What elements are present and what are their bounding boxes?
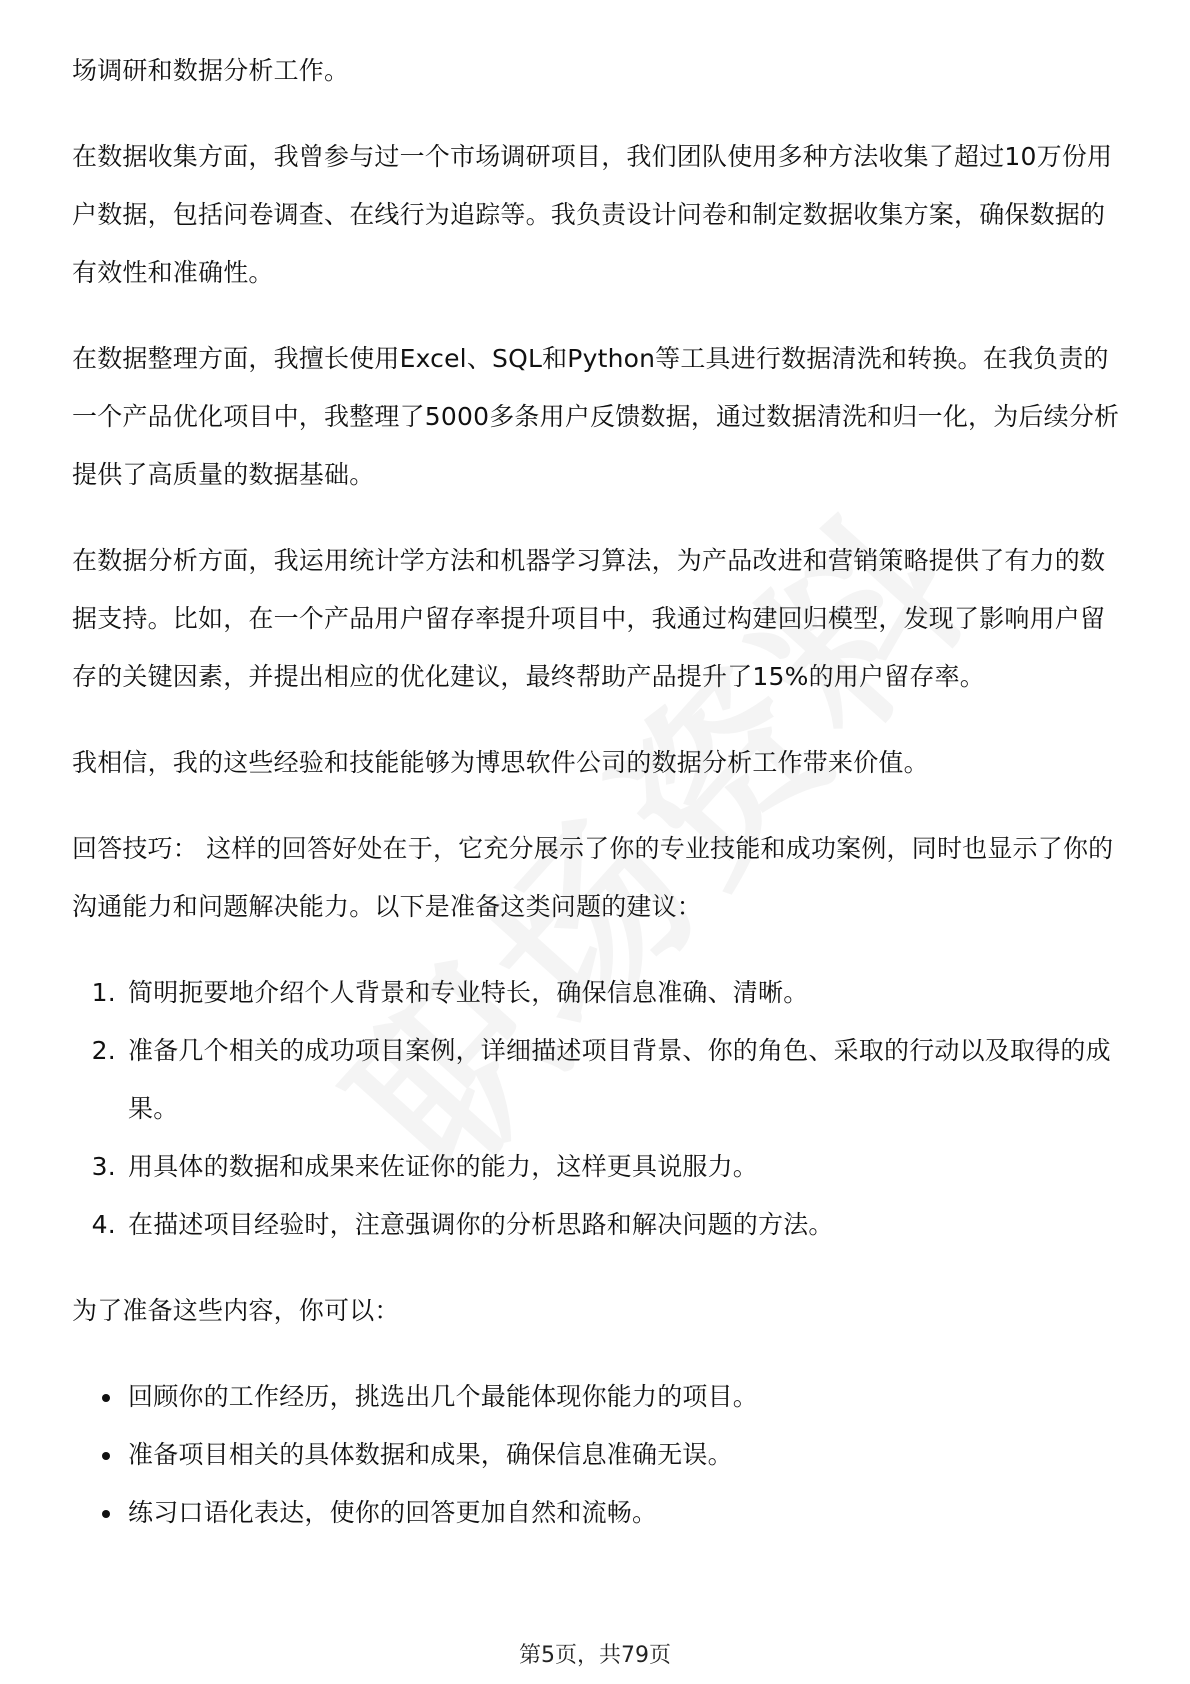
page-number: 第5页，共79页 — [519, 1643, 671, 1668]
list-item: 3. 用具体的数据和成果来佐证你的能力，这样更具说服力。 — [124, 1138, 1122, 1196]
list-item: 1. 简明扼要地介绍个人背景和专业特长，确保信息准确、清晰。 — [124, 964, 1122, 1022]
paragraph-conclusion: 我相信，我的这些经验和技能能够为博思软件公司的数据分析工作带来价值。 — [72, 748, 929, 777]
paragraph-data-analysis: 在数据分析方面，我运用统计学方法和机器学习算法，为产品改进和营销策略提供了有力的数据支持。比如，在一个产品用户留存率提升项目中，我通过构建回归模型，发现了影响用户留存的关键因素，并提出相应的优化建议，最终帮助产品提升了15%的用户留存率。 — [72, 546, 1106, 691]
paragraph-intro-continuation: 场调研和数据分析工作。 — [72, 56, 350, 85]
list-item: • 练习口语化表达，使你的回答更加自然和流畅。 — [124, 1484, 1122, 1542]
list-item: • 回顾你的工作经历，挑选出几个最能体现你能力的项目。 — [124, 1368, 1122, 1426]
paragraph-preparation: 为了准备这些内容，你可以： — [72, 1296, 400, 1325]
suggestion-list — [72, 964, 1122, 1254]
list-item: 2. 准备几个相关的成功项目案例，详细描述项目背景、你的角色、采取的行动以及取得的成果。 — [124, 1022, 1122, 1138]
paragraph-data-cleaning: 在数据整理方面，我擅长使用Excel、SQL和Python等工具进行数据清洗和转换。在我负责的一个产品优化项目中，我整理了5000多条用户反馈数据，通过数据清洗和归一化，为后续分析提供了高质量的数据基础。 — [72, 344, 1120, 489]
list-item: • 准备项目相关的具体数据和成果，确保信息准确无误。 — [124, 1426, 1122, 1484]
paragraph-answer-tips: 回答技巧： 这样的回答好处在于，它充分展示了你的专业技能和成功案例，同时也显示了你的沟通能力和问题解决能力。以下是准备这类问题的建议： — [72, 834, 1114, 921]
list-item: 4. 在描述项目经验时，注意强调你的分析思路和解决问题的方法。 — [124, 1196, 1122, 1254]
preparation-list — [72, 1368, 1122, 1542]
document-body — [72, 42, 1122, 1542]
paragraph-data-collection: 在数据收集方面，我曾参与过一个市场调研项目，我们团队使用多种方法收集了超过10万份用户数据，包括问卷调查、在线行为追踪等。我负责设计问卷和制定数据收集方案，确保数据的有效性和准确性。 — [72, 142, 1113, 287]
